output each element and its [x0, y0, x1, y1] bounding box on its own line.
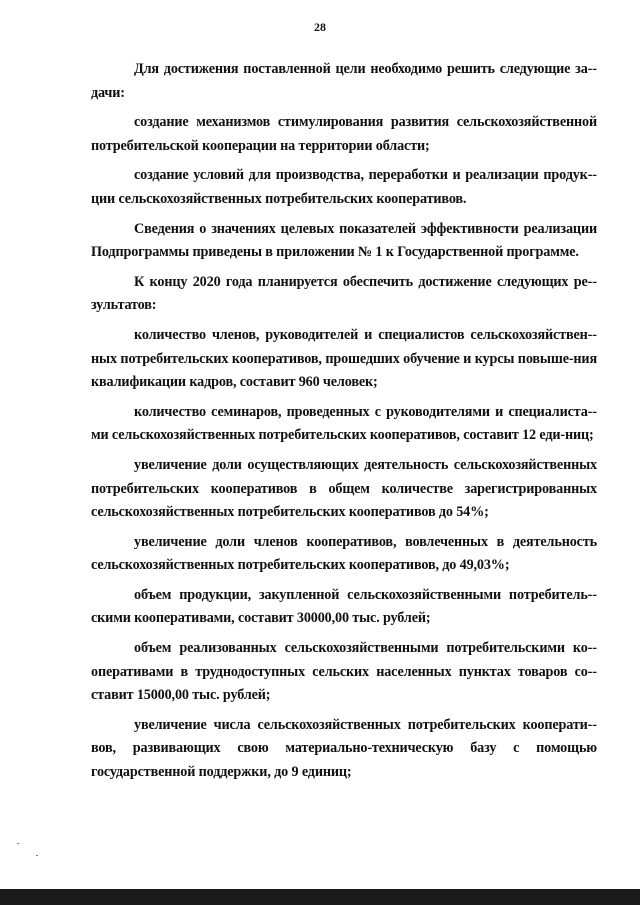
paragraph-result-cooperatives-count: увеличение числа сельскохозяйственных потребительских кооперати-вов, развивающих свою материально-техническую базу с помощью государственной поддержки, до 9 единиц;	[91, 716, 597, 781]
paragraph-result-member-share: увеличение доли членов кооперативов, вовлеченных в деятельность сельскохозяйственных потребительских кооперативов, до 49,03%;	[91, 533, 597, 574]
paragraph-result-trained-members: количество членов, руководителей и специалистов сельскохозяйствен-ных потребительских кооперативов, прошедших обучение и курсы повыше-ния квалификации кадров, составит 960 человек;	[91, 326, 597, 391]
paragraph-result-seminars: количество семинаров, проведенных с руководителями и специалиста-ми сельскохозяйственных потребительских кооперативов, составит 12 еди-ниц;	[91, 403, 597, 444]
scan-speck	[17, 843, 19, 844]
paragraph-result-purchased-volume: объем продукции, закупленной сельскохозяйственными потребитель-скими кооперативами, составит 30000,00 тыс. рублей;	[91, 586, 597, 627]
scan-speck	[36, 855, 38, 856]
paragraph-task-mechanisms: создание механизмов стимулирования развития сельскохозяйственной потребительской кооперации на территории области;	[91, 114, 597, 154]
paragraph-results-intro: К концу 2020 года планируется обеспечить достижение следующих ре-зультатов:	[91, 273, 597, 314]
paragraph-indicators-reference: Сведения о значениях целевых показателей эффективности реализации Подпрограммы приведены в приложении № 1 к Государственной программе.	[91, 220, 597, 261]
paragraph-result-sold-volume: объем реализованных сельскохозяйственными потребительскими ко-оперативами в труднодоступных сельских населенных пунктах товаров со-ставит 15000,00 тыс. рублей;	[91, 640, 597, 704]
page-number: 28	[314, 20, 326, 34]
paragraph-task-conditions: создание условий для производства, переработки и реализации продук-ции сельскохозяйственных потребительских кооперативов.	[91, 167, 597, 207]
paragraph-goal-intro: Для достижения поставленной цели необходимо решить следующие за-дачи:	[91, 61, 597, 101]
paragraph-result-active-share: увеличение доли осуществляющих деятельность сельскохозяйственных потребительских кооперативов в общем количестве зарегистрированных сельскохозяйственных потребительских кооперативов до 54%;	[91, 456, 597, 521]
scan-bottom-edge	[0, 889, 640, 905]
document-body	[91, 58, 597, 791]
